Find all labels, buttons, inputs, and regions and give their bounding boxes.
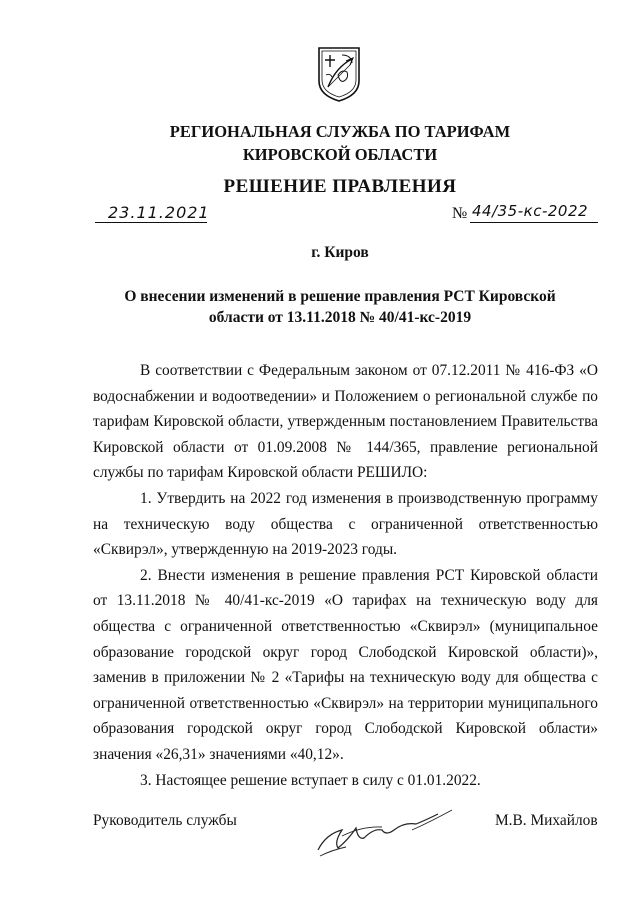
city: г. Киров [311,244,369,261]
handwritten-signature [312,800,462,860]
organization-line-2: КИРОВСКОЙ ОБЛАСТИ [242,145,438,164]
number-sign: № [452,205,468,222]
handwritten-number: 44/35-кс-2022 [472,202,589,220]
organization-line-1: РЕГИОНАЛЬНАЯ СЛУЖБА ПО ТАРИФАМ [169,122,511,141]
item-1-paragraph: 1. Утвердить на 2022 год изменения в производственную программу на техническую воду общества с ограниченной ответственностью «Сквирэл», утвержденную на 2019-2023 годы. [93,489,598,559]
item-2-paragraph: 2. Внести изменения в решение правления РСТ Кировской области от 13.11.2018 № 40/41-кс-2019 «О тарифах на техническую воду для общества с ограниченной ответственностью «Сквирэл» (муниципальное образование городской округ город Слободской Кировской области)», заменив в приложении № 2 «Тарифы на техническую воду для общества с ограниченной ответственностью «Сквирэл» на территории муниципального образования городской округ город Слободской Кировской области» значения «26,31» значениями «40,12». [93,566,598,763]
date-underline [95,222,207,223]
signatory-role: Руководитель службы [93,812,237,829]
document-body [93,358,598,793]
item-3-paragraph: 3. Настоящее решение вступает в силу с 01.01.2022. [140,771,481,789]
coat-of-arms-icon [316,45,362,103]
document-subject [120,286,560,328]
organization-name [90,120,590,166]
subject-line-2: области от 13.11.2018 № 40/41-кс-2019 [208,309,472,326]
handwritten-date: 23.11.2021 [108,203,210,222]
preamble-paragraph: В соответствии с Федеральным законом от 07.12.2011 № 416-ФЗ «О водоснабжении и водоотведении» и Положением о региональной службе по тарифам Кировской области, утвержденным постановлением Правительства Кировской области от 01.09.2008 № 144/365, правление региональной службы по тарифам Кировской области РЕШИЛО: [93,362,598,482]
document-title: РЕШЕНИЕ ПРАВЛЕНИЯ [223,176,457,197]
subject-line-1: О внесении изменений в решение правления РСТ Кировской [124,288,556,305]
signatory-name: М.В. Михайлов [495,812,598,829]
number-underline [470,222,598,223]
